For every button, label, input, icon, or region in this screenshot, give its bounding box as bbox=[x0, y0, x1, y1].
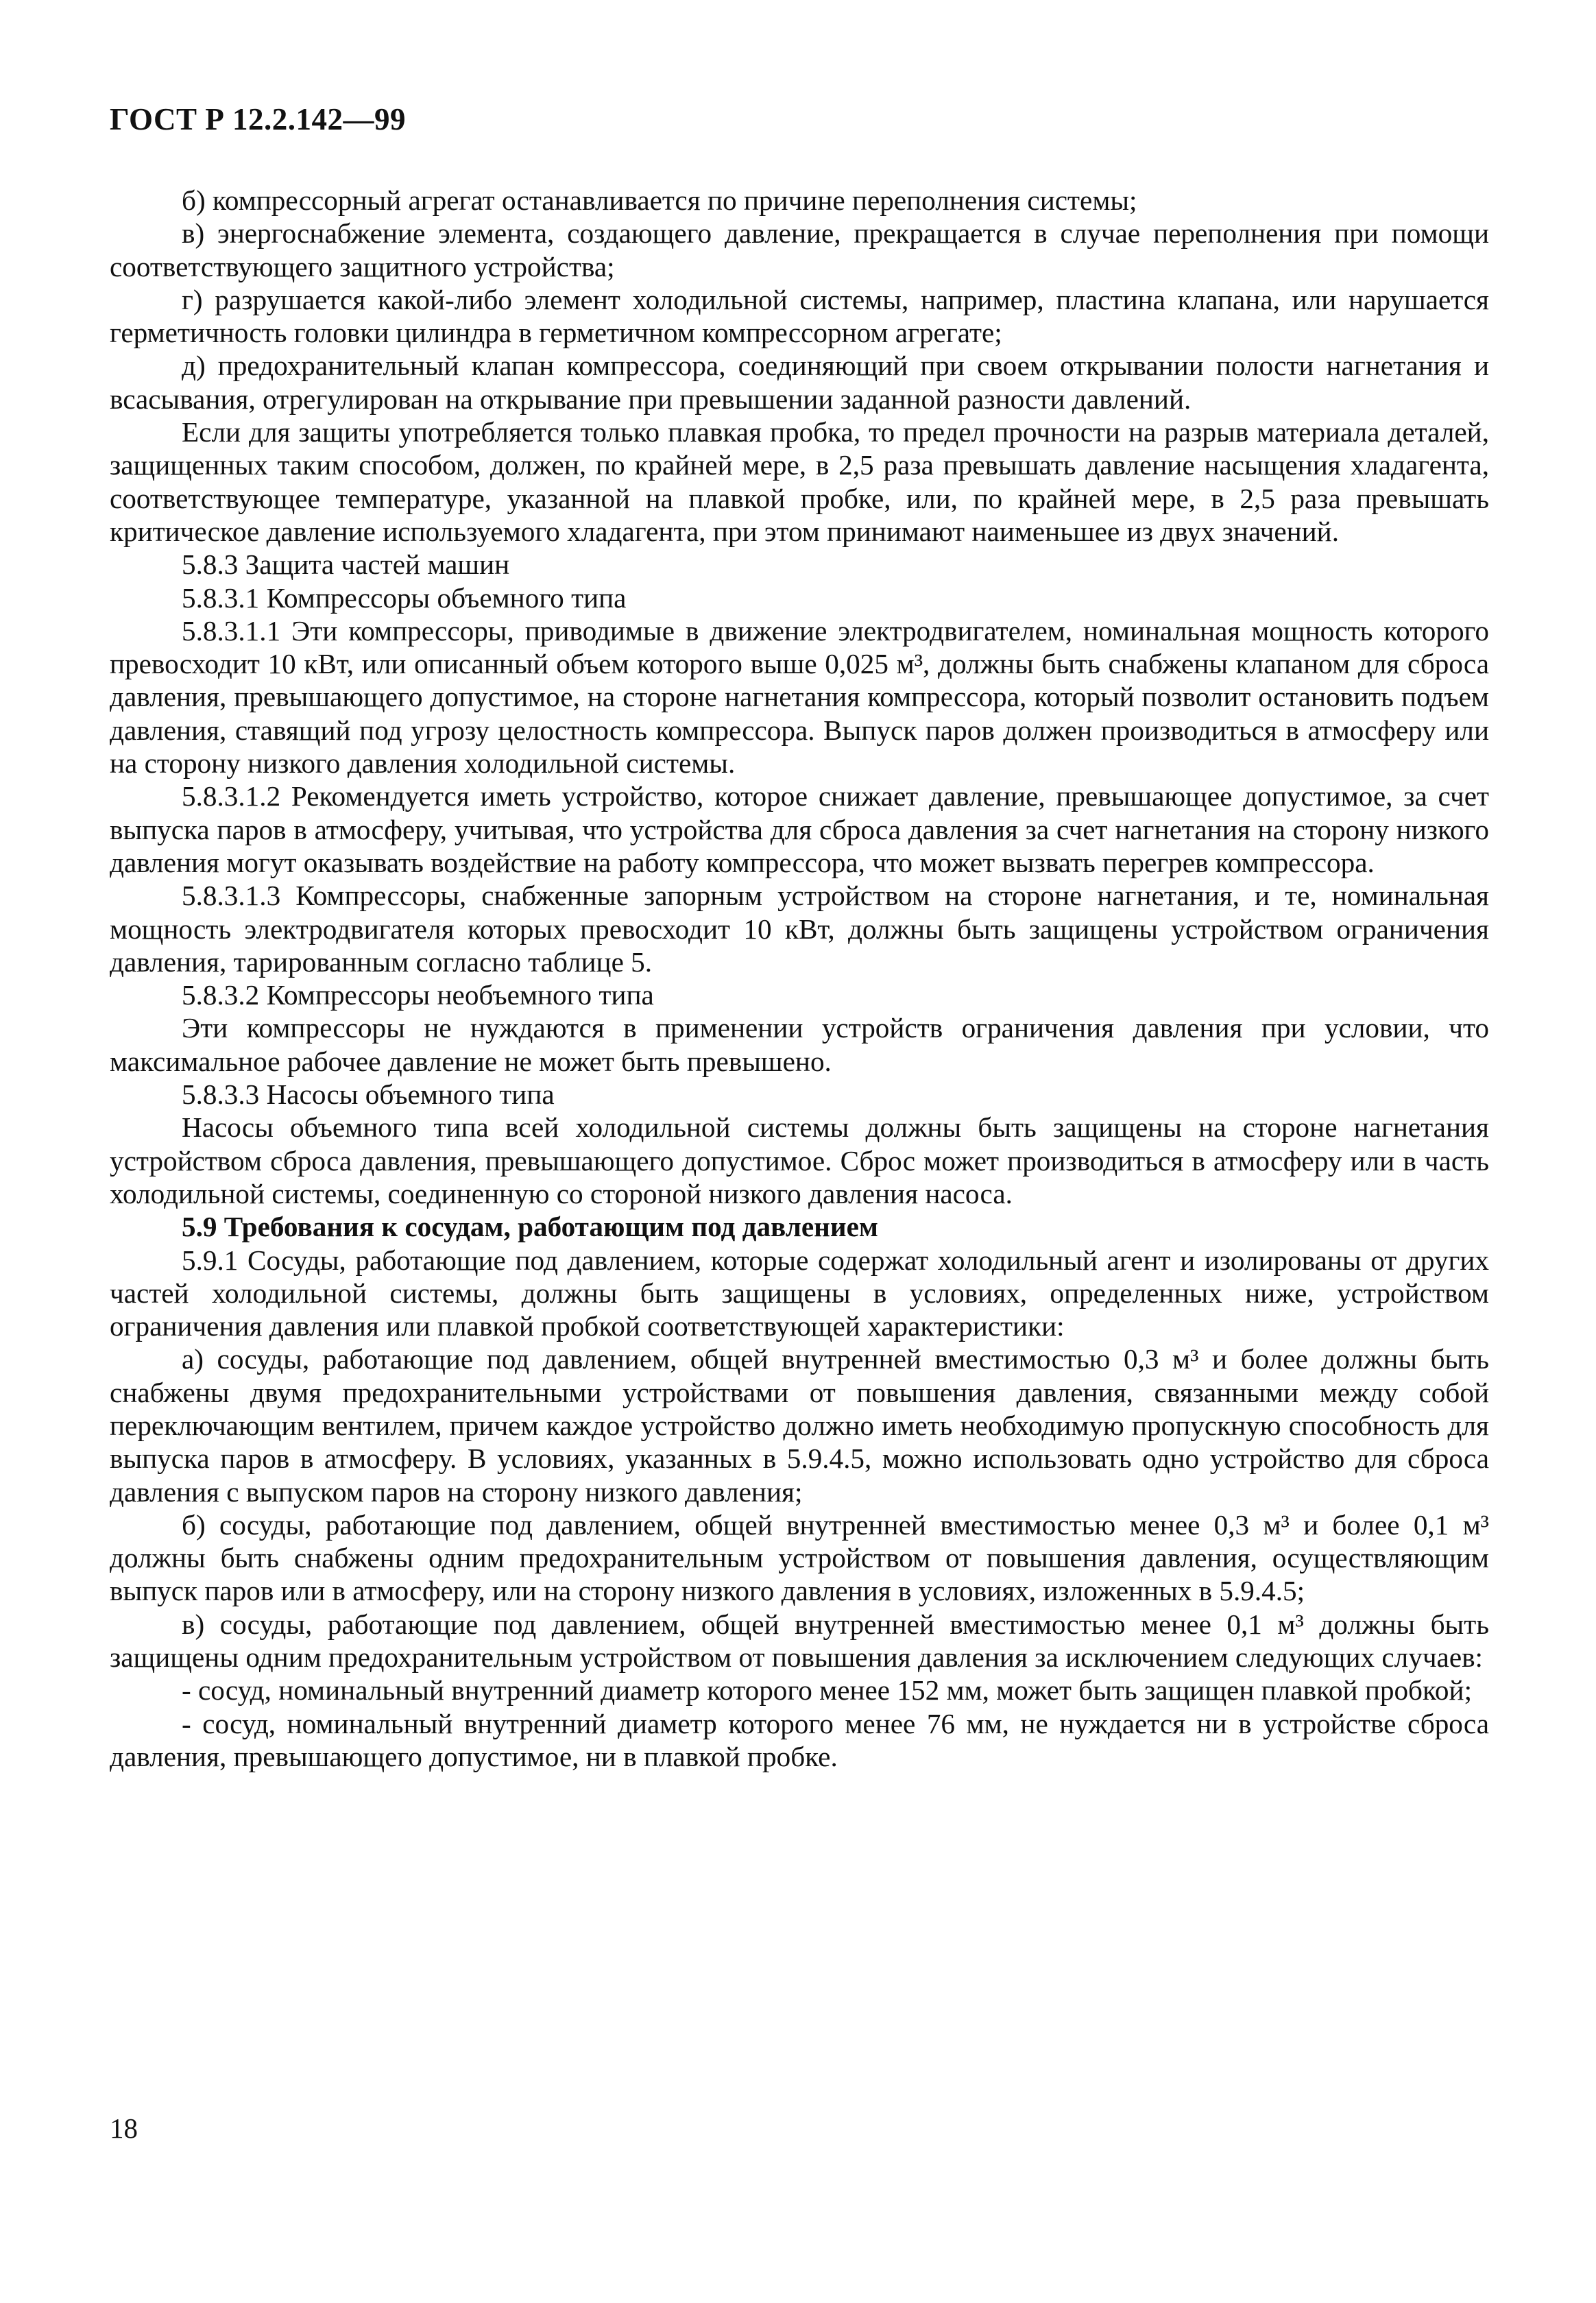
page-number: 18 bbox=[110, 2112, 138, 2144]
section-heading: 5.9 Требования к сосудам, работающим под давлением bbox=[182, 1211, 878, 1243]
paragraph: в) сосуды, работающие под давлением, общей внутренней вместимостью менее 0,1 м³ должны быть защищены одним предохранительным устройством от повышения давления за исключением следующих случаев: bbox=[110, 1608, 1489, 1674]
paragraph: Насосы объемного типа всей холодильной системы должны быть защищены на стороне нагнетания устройством сброса давления, превышающего допустимое. Сброс может производиться в атмосферу или в часть холодильной системы, соединенную со стороной низкого давления насоса. bbox=[110, 1111, 1489, 1209]
paragraph: 5.8.3.1.1 Эти компрессоры, приводимые в движение электродвигателем, номинальная мощность которого превосходит 10 кВт, или описанный объем которого выше 0,025 м³, должны быть снабжены клапаном для сброса давления, превышающего допустимое, на стороне нагнетания компрессора, который позволит остановить подъем давления, ставящий под угрозу целостность компрессора. Выпуск паров должен производиться в атмосферу или на сторону низкого давления холодильной системы. bbox=[110, 614, 1489, 780]
paragraph: Если для защиты употребляется только плавкая пробка, то предел прочности на разрыв материала деталей, защищенных таким способом, должен, по крайней мере, в 2,5 раза превышать давление насыщения хладагента, соответствующее температуре, указанной на плавкой пробке, или, по крайней мере, в 2,5 раза превышать критическое давление используемого хладагента, при этом принимают наименьшее из двух значений. bbox=[110, 416, 1489, 547]
paragraph: Эти компрессоры не нуждаются в применении устройств ограничения давления при условии, что максимальное рабочее давление не может быть превышено. bbox=[110, 1012, 1489, 1077]
paragraph: 5.8.3.1.3 Компрессоры, снабженные запорным устройством на стороне нагнетания, и те, номинальная мощность электродвигателя которых превосходит 10 кВт, должны быть защищены устройством ограничения давления, тарированным согласно таблице 5. bbox=[110, 880, 1489, 978]
paragraph: 5.8.3.1 Компрессоры объемного типа bbox=[182, 581, 627, 614]
document-header: ГОСТ Р 12.2.142—99 bbox=[110, 102, 407, 136]
paragraph: - сосуд, номинальный внутренний диаметр которого менее 152 мм, может быть защищен плавкой пробкой; bbox=[182, 1674, 1473, 1707]
paragraph: г) разрушается какой-либо элемент холодильной системы, например, пластина клапана, или нарушается герметичность головки цилиндра в герметичном компрессорном агрегате; bbox=[110, 283, 1489, 349]
paragraph: в) энергоснабжение элемента, создающего давление, прекращается в случае переполнения при помощи соответствующего защитного устройства; bbox=[110, 217, 1489, 282]
paragraph: 5.8.3 Защита частей машин bbox=[182, 548, 510, 581]
paragraph: б) компрессорный агрегат останавливается по причине переполнения системы; bbox=[182, 184, 1137, 216]
paragraph: 5.9.1 Сосуды, работающие под давлением, которые содержат холодильный агент и изолированы от других частей холодильной системы, должны быть защищены в условиях, определенных ниже, устройством ограничения давления или плавкой пробкой соответствующей характеристики: bbox=[110, 1244, 1489, 1342]
paragraph: 5.8.3.3 Насосы объемного типа bbox=[182, 1078, 555, 1111]
paragraph: б) сосуды, работающие под давлением, общей внутренней вместимостью менее 0,3 м³ и более 0,1 м³ должны быть снабжены одним предохранительным устройством от повышения давления, осуществляющим выпуск паров или в атмосферу, или на сторону низкого давления в условиях, изложенных в 5.9.4.5; bbox=[110, 1508, 1489, 1607]
paragraph: 5.8.3.1.2 Рекомендуется иметь устройство, которое снижает давление, превышающее допустимое, за счет выпуска паров в атмосферу, учитывая, что устройства для сброса давления за счет нагнетания на сторону низкого давления могут оказывать воздействие на работу компрессора, что может вызвать перегрев компрессора. bbox=[110, 780, 1489, 878]
paragraph: д) предохранительный клапан компрессора, соединяющий при своем открывании полости нагнетания и всасывания, отрегулирован на открывание при превышении заданной разности давлений. bbox=[110, 350, 1489, 415]
paragraph: - сосуд, номинальный внутренний диаметр которого менее 76 мм, не нуждается ни в устройстве сброса давления, превышающего допустимое, ни в плавкой пробке. bbox=[110, 1707, 1489, 1772]
paragraph: 5.8.3.2 Компрессоры необъемного типа bbox=[182, 979, 654, 1011]
paragraph: а) сосуды, работающие под давлением, общей внутренней вместимостью 0,3 м³ и более должны быть снабжены двумя предохранительными устройствами от повышения давления, связанными между собой переключающим вентилем, причем каждое устройство должно иметь необходимую пропускную способность для выпуска паров в атмосферу. В условиях, указанных в 5.9.4.5, можно использовать одно устройство для сброса давления с выпуском паров на сторону низкого давления; bbox=[110, 1343, 1489, 1508]
document-body bbox=[110, 184, 1489, 1773]
